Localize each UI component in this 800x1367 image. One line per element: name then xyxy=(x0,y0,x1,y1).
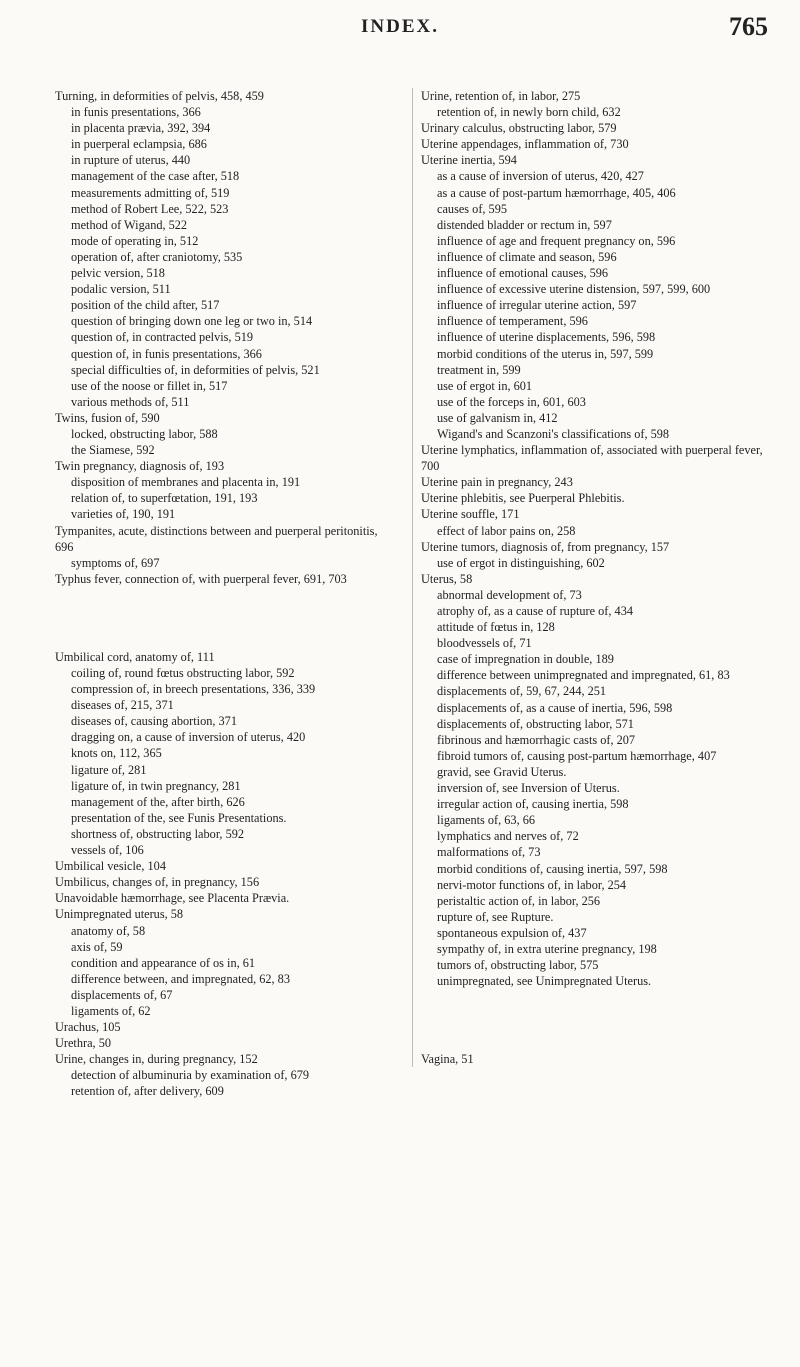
index-subentry: influence of temperament, 596 xyxy=(437,314,588,329)
index-subentry: Wigand's and Scanzoni's classifications of, 598 xyxy=(437,426,670,441)
index-subentry: the Siamese, 592 xyxy=(71,443,155,458)
index-subentry: varieties of, 190, 191 xyxy=(71,507,176,522)
index-subentry: diseases of, causing abortion, 371 xyxy=(71,714,237,729)
index-subentry: disposition of membranes and placenta in, 191 xyxy=(71,475,301,490)
index-subentry: as a cause of inversion of uterus, 420, 427 xyxy=(437,169,644,184)
index-subentry: retention of, after delivery, 609 xyxy=(71,1084,224,1099)
index-subentry: shortness of, obstructing labor, 592 xyxy=(71,826,245,841)
index-subentry: use of the forceps in, 601, 603 xyxy=(437,394,586,409)
index-subentry: sympathy of, in extra uterine pregnancy, 198 xyxy=(437,941,657,956)
index-entry: Uterine appendages, inflammation of, 730 xyxy=(421,137,629,152)
index-entry: Uterus, 58 xyxy=(421,571,473,586)
index-subentry: operation of, after craniotomy, 535 xyxy=(71,249,243,264)
index-subentry: compression of, in breech presentations, 336, 339 xyxy=(71,682,316,697)
page-header xyxy=(0,8,800,48)
index-subentry: axis of, 59 xyxy=(71,939,123,954)
index-subentry: nervi-motor functions of, in labor, 254 xyxy=(437,877,627,892)
index-subentry: use of ergot in distinguishing, 602 xyxy=(437,555,605,570)
index-entry: Tympanites, acute, distinctions between and puerperal peritonitis, 696 xyxy=(55,523,378,554)
index-subentry: ligaments of, 62 xyxy=(71,1003,151,1018)
index-subentry: use of galvanism in, 412 xyxy=(437,410,558,425)
index-subentry: management of the case after, 518 xyxy=(71,169,240,184)
index-subentry: gravid, see Gravid Uterus. xyxy=(437,764,567,779)
index-entry: Vagina, 51 xyxy=(421,1052,474,1067)
index-subentry: knots on, 112, 365 xyxy=(71,746,162,761)
index-subentry: pelvic version, 518 xyxy=(71,266,165,281)
index-subentry: use of ergot in, 601 xyxy=(437,378,533,393)
index-subentry: method of Robert Lee, 522, 523 xyxy=(71,201,229,216)
index-subentry: in rupture of uterus, 440 xyxy=(71,153,191,168)
index-subentry: morbid conditions of, causing inertia, 597, 598 xyxy=(437,861,668,876)
index-subentry: podalic version, 511 xyxy=(71,282,171,297)
index-subentry: displacements of, 67 xyxy=(71,987,173,1002)
index-subentry: vessels of, 106 xyxy=(71,843,144,858)
index-subentry: attitude of fœtus in, 128 xyxy=(437,620,555,635)
index-subentry: coiling of, round fœtus obstructing labor, 592 xyxy=(71,666,295,680)
index-entry: Umbilicus, changes of, in pregnancy, 156 xyxy=(55,875,260,890)
index-subentry: influence of emotional causes, 596 xyxy=(437,266,609,281)
index-subentry: ligature of, in twin pregnancy, 281 xyxy=(71,778,241,793)
index-subentry: case of impregnation in double, 189 xyxy=(437,652,614,667)
index-subentry: retention of, in newly born child, 632 xyxy=(437,105,621,120)
index-subentry: symptoms of, 697 xyxy=(71,555,160,570)
index-subentry: measurements admitting of, 519 xyxy=(71,185,230,200)
index-subentry: use of the noose or fillet in, 517 xyxy=(71,378,228,393)
index-subentry: special difficulties of, in deformities of pelvis, 521 xyxy=(71,362,320,377)
index-subentry: fibroid tumors of, causing post-partum hæmorrhage, 407 xyxy=(437,748,717,763)
index-entry: Urine, changes in, during pregnancy, 152 xyxy=(55,1052,258,1067)
index-subentry: various methods of, 511 xyxy=(71,394,190,409)
index-subentry: rupture of, see Rupture. xyxy=(437,909,554,924)
page-number: 765 xyxy=(729,12,768,41)
index-subentry: question of, in funis presentations, 366 xyxy=(71,346,262,361)
index-subentry: influence of irregular uterine action, 597 xyxy=(437,298,637,313)
index-subentry: locked, obstructing labor, 588 xyxy=(71,426,218,441)
index-entry: Urethra, 50 xyxy=(55,1036,111,1051)
index-subentry: influence of climate and season, 596 xyxy=(437,249,617,264)
index-subentry: diseases of, 215, 371 xyxy=(71,698,174,713)
index-subentry: influence of age and frequent pregnancy on, 596 xyxy=(437,233,676,248)
index-subentry: bloodvessels of, 71 xyxy=(437,636,532,651)
index-subentry: causes of, 595 xyxy=(437,201,508,216)
index-subentry: relation of, to superfœtation, 191, 193 xyxy=(71,491,258,506)
index-subentry: in puerperal eclampsia, 686 xyxy=(71,137,207,152)
index-subentry: in placenta prævia, 392, 394 xyxy=(71,121,211,136)
index-subentry: influence of excessive uterine distension, 597, 599, 600 xyxy=(437,282,711,297)
index-subentry: position of the child after, 517 xyxy=(71,298,220,313)
index-subentry: abnormal development of, 73 xyxy=(437,587,582,602)
index-entry: Twin pregnancy, diagnosis of, 193 xyxy=(55,459,225,474)
index-subentry: presentation of the, see Funis Presentations. xyxy=(71,810,287,825)
index-entry: Typhus fever, connection of, with puerperal fever, 691, 703 xyxy=(55,571,347,586)
index-subentry: effect of labor pains on, 258 xyxy=(437,523,576,538)
index-subentry: difference between, and impregnated, 62, 83 xyxy=(71,971,290,986)
index-entry: Urinary calculus, obstructing labor, 579 xyxy=(421,121,617,136)
index-subentry: displacements of, 59, 67, 244, 251 xyxy=(437,684,607,699)
index-subentry: ligaments of, 63, 66 xyxy=(437,813,536,828)
index-entry: Uterine souffle, 171 xyxy=(421,507,520,522)
index-subentry: malformations of, 73 xyxy=(437,845,541,860)
index-subentry: ligature of, 281 xyxy=(71,762,147,777)
index-subentry: in funis presentations, 366 xyxy=(71,105,201,120)
index-subentry: method of Wigand, 522 xyxy=(71,217,188,232)
index-subentry: inversion of, see Inversion of Uterus. xyxy=(437,781,620,796)
index-entry: Twins, fusion of, 590 xyxy=(55,410,160,425)
index-subentry: morbid conditions of the uterus in, 597, 599 xyxy=(437,346,654,361)
index-subentry: peristaltic action of, in labor, 256 xyxy=(437,893,601,908)
index-subentry: mode of operating in, 512 xyxy=(71,233,199,248)
index-subentry: displacements of, obstructing labor, 571 xyxy=(437,716,634,731)
index-subentry: distended bladder or rectum in, 597 xyxy=(437,217,612,232)
index-entry: Uterine phlebitis, see Puerperal Phlebitis. xyxy=(421,491,625,506)
index-subentry: as a cause of post-partum hæmorrhage, 405, 406 xyxy=(437,185,676,200)
index-entry: Uterine pain in pregnancy, 243 xyxy=(421,475,573,490)
index-subentry: unimpregnated, see Unimpregnated Uterus. xyxy=(437,974,652,989)
index-entry: Urachus, 105 xyxy=(55,1020,121,1035)
index-entry: Umbilical cord, anatomy of, 111 xyxy=(55,649,215,664)
index-subentry: management of the, after birth, 626 xyxy=(71,794,245,809)
index-column-right xyxy=(412,88,781,1067)
index-subentry: fibrinous and hæmorrhagic casts of, 207 xyxy=(437,732,636,747)
index-entry: Urine, retention of, in labor, 275 xyxy=(421,89,581,103)
index-column-left xyxy=(55,88,395,1100)
index-subentry: dragging on, a cause of inversion of uterus, 420 xyxy=(71,730,306,745)
index-entry: Unavoidable hæmorrhage, see Placenta Prævia. xyxy=(55,891,290,906)
index-entry: Unimpregnated uterus, 58 xyxy=(55,907,184,922)
index-subentry: atrophy of, as a cause of rupture of, 434 xyxy=(437,604,633,618)
index-subentry: question of, in contracted pelvis, 519 xyxy=(71,330,254,345)
index-subentry: treatment in, 599 xyxy=(437,362,521,377)
index-subentry: difference between unimpregnated and impregnated, 61, 83 xyxy=(437,668,730,683)
index-entry: Uterine lymphatics, inflammation of, associated with puerperal fever, 700 xyxy=(421,443,763,474)
index-subentry: influence of uterine displacements, 596, 598 xyxy=(437,330,656,345)
index-entry: Uterine inertia, 594 xyxy=(421,153,517,168)
page-title: INDEX. xyxy=(361,16,439,37)
index-entry: Turning, in deformities of pelvis, 458, 459 xyxy=(55,89,264,103)
index-subentry: lymphatics and nerves of, 72 xyxy=(437,829,579,844)
index-subentry: spontaneous expulsion of, 437 xyxy=(437,925,587,940)
index-subentry: anatomy of, 58 xyxy=(71,923,146,938)
index-entry: Umbilical vesicle, 104 xyxy=(55,859,166,874)
index-subentry: condition and appearance of os in, 61 xyxy=(71,955,256,970)
index-subentry: tumors of, obstructing labor, 575 xyxy=(437,958,599,973)
index-subentry: irregular action of, causing inertia, 598 xyxy=(437,797,629,812)
index-subentry: question of bringing down one leg or two in, 514 xyxy=(71,314,313,329)
index-entry: Uterine tumors, diagnosis of, from pregnancy, 157 xyxy=(421,539,670,554)
index-subentry: displacements of, as a cause of inertia, 596, 598 xyxy=(437,700,673,715)
index-subentry: detection of albuminuria by examination of, 679 xyxy=(71,1068,310,1083)
